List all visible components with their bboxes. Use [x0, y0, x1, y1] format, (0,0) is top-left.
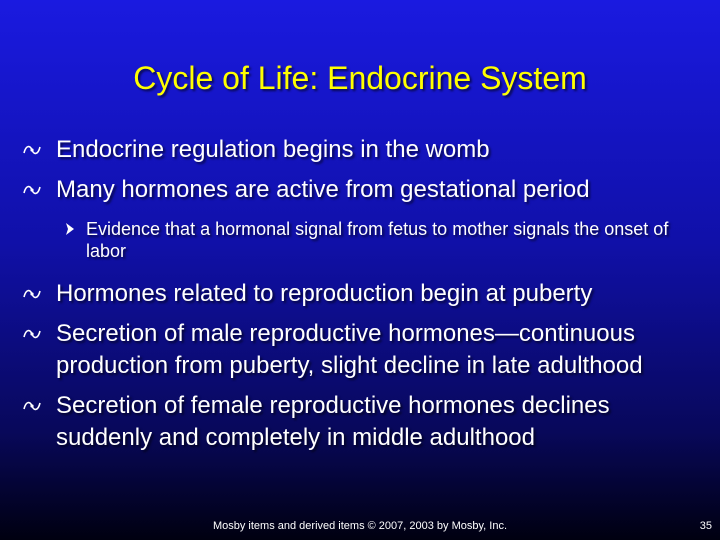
arrow-bullet-icon [58, 218, 82, 240]
flourish-bullet-icon [20, 390, 44, 422]
flourish-bullet-icon [20, 278, 44, 310]
flourish-bullet-icon [20, 174, 44, 206]
bullet-item [56, 278, 696, 310]
bullet-item [56, 390, 676, 454]
slide-title: Cycle of Life: Endocrine System [133, 60, 587, 96]
sub-bullet-item [86, 218, 696, 262]
bullet-text: Secretion of male reproductive hormones—continuous production from puberty, slight decline in late adulthood [56, 320, 643, 379]
bullet-item [56, 174, 696, 206]
bullet-item [56, 134, 696, 166]
bullet-text: Secretion of female reproductive hormones declines suddenly and completely in middle adulthood [56, 392, 610, 451]
bullet-item [56, 318, 706, 382]
sub-bullet-text: Evidence that a hormonal signal from fetus to mother signals the onset of labor [86, 219, 669, 261]
bullet-text: Hormones related to reproduction begin at puberty [56, 280, 593, 307]
flourish-bullet-icon [20, 134, 44, 166]
flourish-bullet-icon [20, 318, 44, 350]
page-number: 35 [699, 520, 712, 532]
copyright-footer: Mosby items and derived items © 2007, 2003 by Mosby, Inc. [212, 520, 508, 532]
bullet-text: Endocrine regulation begins in the womb [56, 136, 490, 163]
bullet-text: Many hormones are active from gestational period [56, 176, 590, 203]
